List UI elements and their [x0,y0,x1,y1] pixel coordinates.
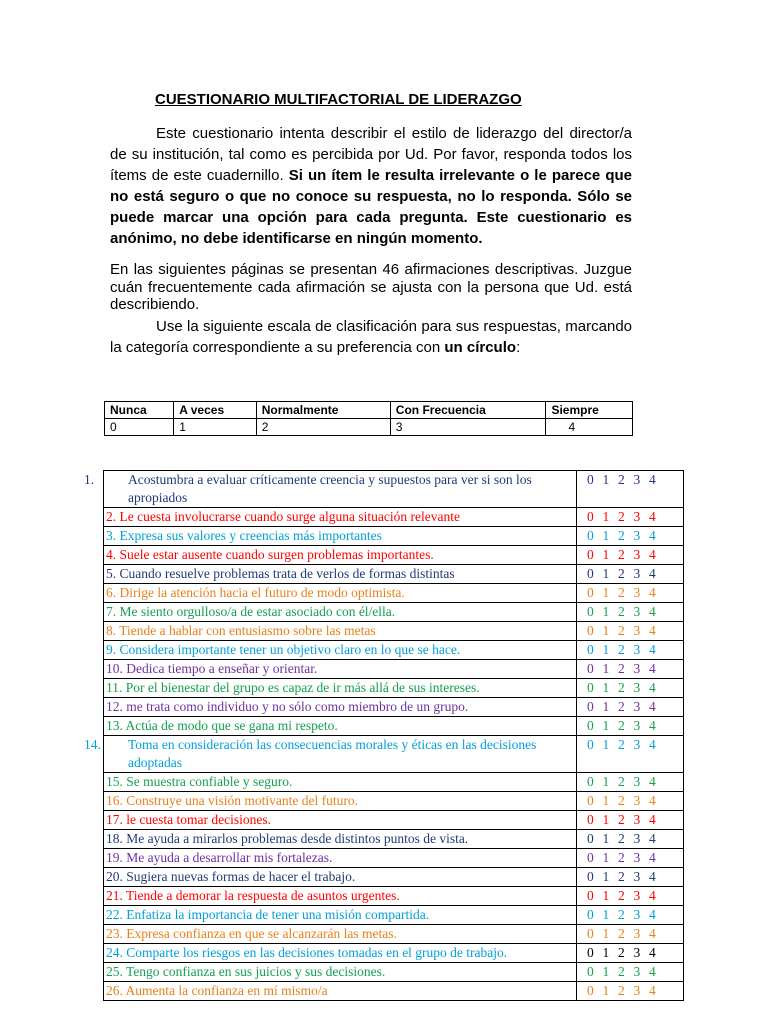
rating-option[interactable]: 2 [618,983,625,998]
rating-option[interactable]: 3 [633,850,641,865]
item-text: Expresa confianza en que se alcanzarán las metas. [126,926,397,941]
rating-option[interactable]: 2 [618,623,625,638]
rating-option[interactable]: 1 [602,642,610,657]
item-text: Tiende a demorar la respuesta de asuntos urgentes. [126,888,400,903]
item-number: 22. [106,907,127,922]
rating-option[interactable]: 2 [618,812,625,827]
questionnaire-item-row [104,641,684,660]
rating-option[interactable]: 0 [587,472,594,487]
rating-option[interactable]: 0 [587,945,594,960]
rating-option[interactable]: 4 [649,642,656,657]
questionnaire-item-row [104,603,684,622]
questionnaire-item-row [104,944,684,963]
rating-option[interactable]: 0 [587,528,594,543]
scale-value-cell: 4 [546,419,633,436]
item-text: Actúa de modo que se gana mi respeto. [125,718,338,733]
questionnaire-item-row [104,792,684,811]
rating-option[interactable]: 0 [587,888,594,903]
rating-option[interactable]: 3 [633,623,641,638]
item-rating-options [577,584,684,603]
questionnaire-item-row [104,925,684,944]
rating-option[interactable]: 3 [633,718,641,733]
rating-option[interactable]: 0 [587,623,594,638]
intro-bold-text: Si un ítem le resulta irrelevante o le parece que no está seguro o que no conoce su respuesta, no lo responda. Sólo se puede marcar una opción para cada pregunta. Este cuestionario es anónimo, no debe identificarse en ningún momento. [110,167,632,247]
item-text: Acostumbra a evaluar críticamente creencia y supuestos para ver si son los apropiados [128,472,532,505]
rating-option[interactable]: 0 [587,509,594,524]
rating-option[interactable]: 1 [602,699,610,714]
item-rating-options [577,679,684,698]
rating-option[interactable]: 4 [649,737,656,752]
item-statement-cell [104,830,577,849]
scale-instruction-end: : [516,339,521,356]
rating-option[interactable]: 2 [618,737,625,752]
description-paragraph: En las siguientes páginas se presentan 46 afirmaciones descriptivas. Juzgue cuán frecuentemente cada afirmación se ajusta con la persona que Ud. está describiendo. [110,261,632,313]
rating-option[interactable]: 4 [649,812,656,827]
rating-option[interactable]: 4 [649,850,656,865]
rating-option[interactable]: 1 [602,547,610,562]
item-statement-cell [104,660,577,679]
questionnaire-item-row [104,963,684,982]
scale-instruction-text: Use la siguiente escala de clasificación para sus respuestas, marcando la categoría correspondiente a su preferencia con [110,318,632,356]
item-text: Construye una visión motivante del futuro. [126,793,358,808]
item-statement-cell [104,925,577,944]
item-rating-options [577,811,684,830]
scale-value-cell: 2 [256,419,390,436]
item-number: 5. [106,566,120,581]
rating-option[interactable]: 3 [633,680,641,695]
item-text: Toma en consideración las consecuencias morales y éticas en las decisiones adoptadas [128,737,537,770]
rating-option[interactable]: 1 [602,964,610,979]
rating-option[interactable]: 3 [633,888,641,903]
item-text: Suele estar ausente cuando surgen problemas importantes. [119,547,434,562]
rating-option[interactable]: 2 [618,547,625,562]
document-title: CUESTIONARIO MULTIFACTORIAL DE LIDERAZGO [155,91,522,108]
item-rating-options [577,944,684,963]
questionnaire-item-row [104,698,684,717]
item-rating-options [577,982,684,1001]
rating-scale-value-row [105,419,633,436]
rating-option[interactable]: 3 [633,737,641,752]
item-number: 21. [106,888,127,903]
item-text: Expresa sus valores y creencias más importantes [119,528,382,543]
scale-value-cell: 3 [390,419,546,436]
rating-option[interactable]: 4 [649,528,656,543]
item-text: Me ayuda a mirarlos problemas desde distintos puntos de vista. [126,831,469,846]
item-statement-cell [104,508,577,527]
item-rating-options [577,698,684,717]
rating-option[interactable]: 1 [602,528,610,543]
rating-option[interactable]: 2 [618,718,625,733]
item-number: 19. [106,850,127,865]
scale-header-cell: Normalmente [256,402,390,419]
rating-option[interactable]: 2 [618,964,625,979]
rating-option[interactable]: 4 [649,585,656,600]
questionnaire-item-row [104,508,684,527]
rating-option[interactable]: 2 [618,926,625,941]
rating-option[interactable]: 4 [649,888,656,903]
questionnaire-items-table [84,470,684,1001]
rating-option[interactable]: 1 [602,661,610,676]
rating-option[interactable]: 1 [602,509,610,524]
rating-option[interactable]: 4 [649,869,656,884]
rating-option[interactable]: 2 [618,699,625,714]
item-rating-options [577,963,684,982]
rating-option[interactable]: 1 [602,850,610,865]
questionnaire-item-row [104,906,684,925]
item-number: 8. [106,623,120,638]
item-statement-cell [84,736,577,773]
rating-option[interactable]: 1 [602,585,610,600]
scale-header-cell: Siempre [546,402,633,419]
rating-option[interactable]: 0 [587,983,594,998]
rating-option[interactable]: 4 [649,699,656,714]
item-rating-options [577,660,684,679]
questionnaire-item-row [104,622,684,641]
rating-option[interactable]: 1 [602,812,610,827]
item-rating-options [577,546,684,565]
rating-option[interactable]: 1 [602,945,610,960]
rating-option[interactable]: 0 [587,850,594,865]
item-number: 10. [106,661,127,676]
rating-option[interactable]: 0 [587,774,594,789]
scale-instruction-bold: un círculo [444,339,517,356]
rating-option[interactable]: 0 [587,585,594,600]
item-text: me trata como individuo y no sólo como miembro de un grupo. [126,699,469,714]
item-number: 20. [106,869,127,884]
questionnaire-item-row [104,887,684,906]
rating-option[interactable]: 0 [587,831,594,846]
rating-option[interactable]: 0 [587,907,594,922]
rating-option[interactable]: 3 [633,793,641,808]
item-statement-cell [104,584,577,603]
rating-scale-table [104,401,633,436]
item-rating-options [577,508,684,527]
item-rating-options [577,849,684,868]
item-text: Se muestra confiable y seguro. [126,774,293,789]
item-statement-cell [104,527,577,546]
rating-option[interactable]: 4 [649,831,656,846]
rating-option[interactable]: 3 [633,812,641,827]
item-statement-cell [104,622,577,641]
item-text: Cuando resuelve problemas trata de verlos de formas distintas [119,566,455,581]
rating-option[interactable]: 4 [649,926,656,941]
rating-option[interactable]: 4 [649,718,656,733]
rating-option[interactable]: 0 [587,642,594,657]
item-number: 25. [106,964,127,979]
scale-value-cell: 0 [105,419,174,436]
rating-option[interactable]: 1 [602,793,610,808]
questionnaire-item-row [104,849,684,868]
rating-option[interactable]: 2 [618,907,625,922]
scale-value-cell: 1 [174,419,257,436]
item-statement-cell [104,773,577,792]
item-rating-options [577,641,684,660]
scale-header-cell: Nunca [105,402,174,419]
rating-option[interactable]: 3 [633,509,641,524]
rating-option[interactable]: 0 [587,812,594,827]
questionnaire-item-row [104,736,684,773]
item-statement-cell [104,603,577,622]
rating-option[interactable]: 4 [649,907,656,922]
rating-option[interactable]: 0 [587,699,594,714]
intro-text: Este cuestionario intenta describir el estilo de liderazgo del director/a de su institución, tal como es percibida por Ud. Por favor, responda todos los ítems de este cuadernillo. [110,125,632,184]
questionnaire-item-row [104,527,684,546]
rating-scale-header-row [105,402,633,419]
item-statement-cell [104,792,577,811]
item-number: 2. [106,509,120,524]
rating-option[interactable]: 0 [587,547,594,562]
rating-option[interactable]: 1 [602,888,610,903]
item-number: 18. [106,831,127,846]
rating-option[interactable]: 1 [602,680,610,695]
item-number: 7. [106,604,120,619]
rating-option[interactable]: 2 [618,888,625,903]
item-rating-options [577,925,684,944]
rating-option[interactable]: 3 [633,964,641,979]
item-number: 14. [84,737,101,752]
item-rating-options [577,717,684,736]
rating-option[interactable]: 4 [649,472,656,487]
item-statement-cell [104,868,577,887]
item-number: 1. [84,472,95,487]
scale-header-cell: A veces [174,402,257,419]
item-text: Considera importante tener un objetivo claro en lo que se hace. [119,642,461,657]
questionnaire-item-row [104,546,684,565]
questionnaire-item-row [104,868,684,887]
item-rating-options [577,622,684,641]
rating-option[interactable]: 2 [618,945,625,960]
rating-option[interactable]: 4 [649,661,656,676]
item-text: Tengo confianza en sus juicios y sus decisiones. [126,964,386,979]
item-statement-cell [104,906,577,925]
item-rating-options [577,565,684,584]
rating-option[interactable]: 0 [587,737,594,752]
rating-option[interactable]: 4 [649,774,656,789]
item-text: Tiende a hablar con entusiasmo sobre las metas [119,623,376,638]
item-text: Dedica tiempo a enseñar y orientar. [126,661,318,676]
rating-option[interactable]: 4 [649,604,656,619]
rating-option[interactable]: 1 [602,869,610,884]
rating-option[interactable]: 4 [649,983,656,998]
item-rating-options [577,906,684,925]
rating-option[interactable]: 4 [649,547,656,562]
rating-option[interactable]: 4 [649,945,656,960]
item-number: 23. [106,926,127,941]
rating-option[interactable]: 2 [618,472,625,487]
item-rating-options [577,603,684,622]
item-text: Por el bienestar del grupo es capaz de ir más allá de sus intereses. [125,680,480,695]
rating-option[interactable]: 0 [587,680,594,695]
item-number: 15. [106,774,127,789]
rating-option[interactable]: 0 [587,869,594,884]
rating-option[interactable]: 2 [618,831,625,846]
item-number: 11. [106,680,126,695]
item-rating-options [577,868,684,887]
rating-option[interactable]: 3 [633,983,641,998]
rating-option[interactable]: 1 [602,718,610,733]
rating-option[interactable]: 1 [602,623,610,638]
rating-option[interactable]: 2 [618,566,625,581]
item-number: 6. [106,585,120,600]
item-number: 9. [106,642,120,657]
questionnaire-item-row [104,471,684,508]
rating-option[interactable]: 1 [602,926,610,941]
item-statement-cell [104,698,577,717]
rating-option[interactable]: 3 [633,547,641,562]
item-number: 3. [106,528,120,543]
item-rating-options [577,773,684,792]
item-text: Aumenta la confianza en mí mismo/a [125,983,328,998]
rating-option[interactable]: 0 [587,964,594,979]
item-statement-cell [104,565,577,584]
item-statement-cell [104,944,577,963]
rating-option[interactable]: 2 [618,661,625,676]
rating-option[interactable]: 2 [618,528,625,543]
item-number: 24. [106,945,127,960]
rating-option[interactable]: 3 [633,831,641,846]
rating-option[interactable]: 3 [633,528,641,543]
item-text: Me siento orgulloso/a de estar asociado con él/ella. [119,604,396,619]
item-rating-options [577,792,684,811]
rating-option[interactable]: 1 [602,604,610,619]
item-statement-cell [104,679,577,698]
questionnaire-item-row [104,660,684,679]
rating-option[interactable]: 4 [649,623,656,638]
item-number: 16. [106,793,127,808]
rating-option[interactable]: 2 [618,680,625,695]
rating-option[interactable]: 3 [633,566,641,581]
rating-option[interactable]: 2 [618,850,625,865]
item-statement-cell [104,982,577,1001]
rating-option[interactable]: 1 [602,774,610,789]
rating-option[interactable]: 3 [633,661,641,676]
item-statement-cell [104,963,577,982]
questionnaire-item-row [104,811,684,830]
rating-option[interactable]: 2 [618,793,625,808]
rating-option[interactable]: 4 [649,964,656,979]
intro-paragraph [110,123,632,249]
item-text: Comparte los riesgos en las decisiones tomadas en el grupo de trabajo. [126,945,508,960]
item-rating-options [577,887,684,906]
rating-option[interactable]: 0 [587,604,594,619]
item-statement-cell [104,849,577,868]
item-text: Enfatiza la importancia de tener una misión compartida. [126,907,430,922]
rating-option[interactable]: 3 [633,472,641,487]
item-text: le cuesta tomar decisiones. [126,812,271,827]
rating-option[interactable]: 0 [587,566,594,581]
rating-option[interactable]: 2 [618,869,625,884]
rating-option[interactable]: 1 [602,831,610,846]
rating-option[interactable]: 0 [587,718,594,733]
item-text: Le cuesta involucrarse cuando surge alguna situación relevante [119,509,460,524]
scale-instruction-paragraph [110,316,632,358]
rating-option[interactable]: 1 [602,907,610,922]
rating-option[interactable]: 4 [649,680,656,695]
item-rating-options [577,527,684,546]
rating-option[interactable]: 2 [618,604,625,619]
questionnaire-item-row [104,982,684,1001]
rating-option[interactable]: 2 [618,585,625,600]
item-rating-options [577,471,684,508]
item-number: 4. [106,547,120,562]
rating-option[interactable]: 1 [602,737,610,752]
item-number: 13. [106,718,126,733]
item-text: Dirige la atención hacia el futuro de modo optimista. [119,585,405,600]
questionnaire-item-row [104,565,684,584]
item-text: Sugiera nuevas formas de hacer el trabajo. [126,869,356,884]
rating-option[interactable]: 3 [633,774,641,789]
rating-option[interactable]: 4 [649,566,656,581]
questionnaire-item-row [104,830,684,849]
item-rating-options [577,830,684,849]
item-statement-cell [104,717,577,736]
rating-option[interactable]: 1 [602,983,610,998]
rating-option[interactable]: 3 [633,869,641,884]
rating-option[interactable]: 0 [587,926,594,941]
item-number: 17. [106,812,127,827]
questionnaire-item-row [104,584,684,603]
rating-option[interactable]: 0 [587,793,594,808]
rating-option[interactable]: 3 [633,642,641,657]
item-number: 12. [106,699,127,714]
item-statement-cell [104,887,577,906]
rating-option[interactable]: 3 [633,907,641,922]
rating-option[interactable]: 2 [618,642,625,657]
rating-option[interactable]: 3 [633,945,641,960]
rating-option[interactable]: 1 [602,472,610,487]
rating-option[interactable]: 0 [587,661,594,676]
rating-option[interactable]: 2 [618,774,625,789]
rating-option[interactable]: 4 [649,793,656,808]
questionnaire-item-row [104,717,684,736]
rating-option[interactable]: 4 [649,509,656,524]
item-statement-cell [104,546,577,565]
item-text: Me ayuda a desarrollar mis fortalezas. [126,850,333,865]
rating-option[interactable]: 3 [633,699,641,714]
item-number: 26. [106,983,126,998]
rating-option[interactable]: 2 [618,509,625,524]
item-rating-options [577,736,684,773]
questionnaire-item-row [104,679,684,698]
item-statement-cell [84,471,577,508]
item-statement-cell [104,641,577,660]
rating-option[interactable]: 1 [602,566,610,581]
rating-option[interactable]: 3 [633,604,641,619]
rating-option[interactable]: 3 [633,926,641,941]
scale-header-cell: Con Frecuencia [390,402,546,419]
rating-option[interactable]: 3 [633,585,641,600]
questionnaire-item-row [104,773,684,792]
item-statement-cell [104,811,577,830]
